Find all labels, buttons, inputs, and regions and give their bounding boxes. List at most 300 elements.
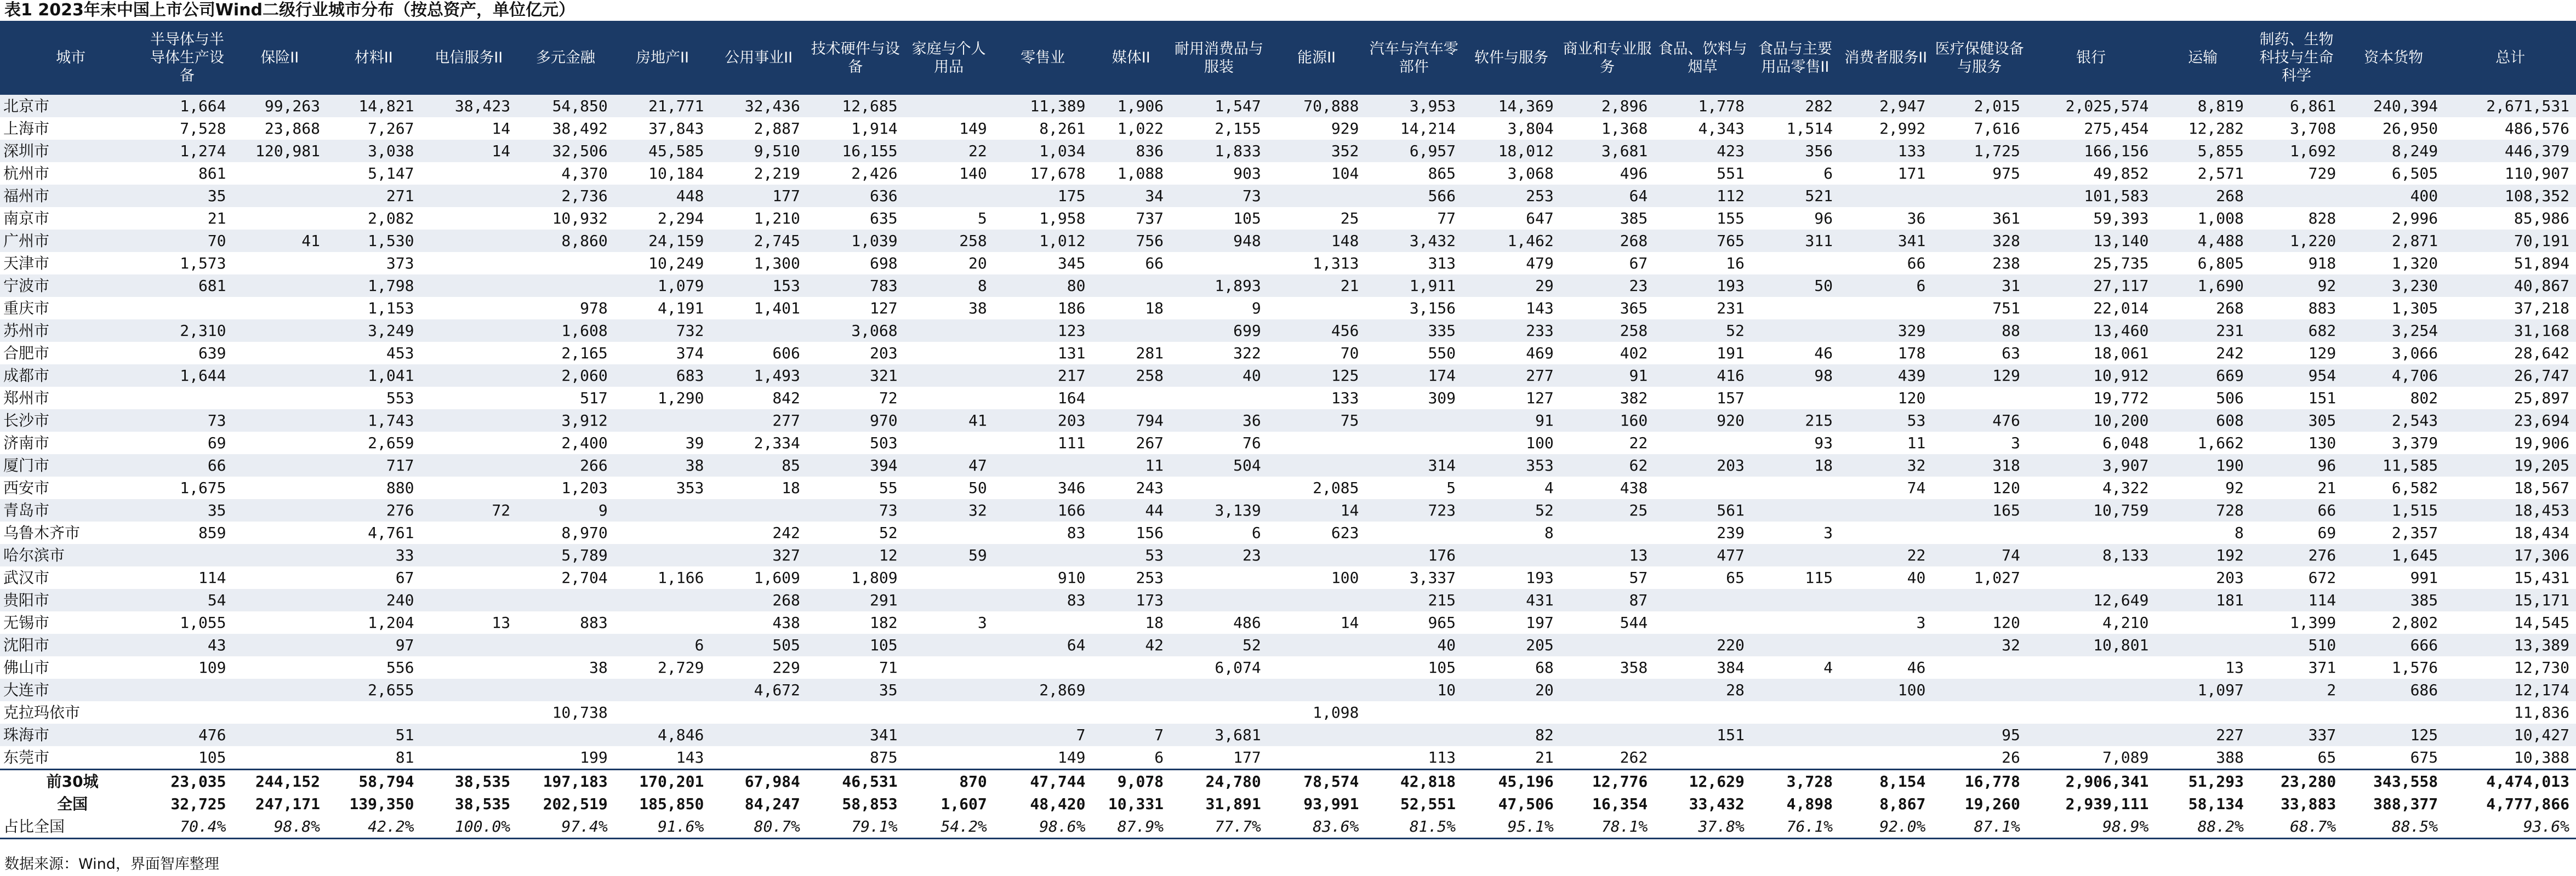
value-cell: 371 <box>2308 659 2336 677</box>
value-cell: 96 <box>1814 209 1833 227</box>
value-cell <box>233 342 327 364</box>
value-cell: 2,887 <box>754 119 800 138</box>
value-cell <box>327 701 420 724</box>
value-cell: 26,747 <box>2444 364 2576 387</box>
value-cell: 504 <box>1170 454 1268 477</box>
value-cell: 802 <box>2410 389 2438 407</box>
column-header: 多元金融 <box>517 21 614 95</box>
value-cell: 227 <box>2155 724 2250 746</box>
value-cell: 31,891 <box>1205 795 1261 813</box>
column-header: 银行 <box>2027 21 2155 95</box>
value-cell: 1,493 <box>710 364 807 387</box>
value-cell: 623 <box>1331 524 1359 542</box>
city-cell: 成都市 <box>0 364 141 387</box>
table-row <box>0 589 2576 611</box>
value-cell: 1,664 <box>141 95 232 117</box>
value-cell: 244,152 <box>233 770 327 793</box>
value-cell: 672 <box>2308 569 2336 587</box>
city-cell: 西安市 <box>3 479 50 497</box>
value-cell <box>1654 432 1751 454</box>
value-cell: 10,801 <box>2027 634 2155 656</box>
value-cell: 39 <box>685 434 704 452</box>
value-cell <box>710 319 807 342</box>
value-cell: 6 <box>1154 748 1164 766</box>
value-cell <box>1170 387 1268 409</box>
value-cell: 67 <box>1629 254 1648 272</box>
value-cell: 321 <box>807 364 904 387</box>
value-cell <box>904 656 994 679</box>
value-cell: 875 <box>869 748 898 766</box>
value-cell: 52,551 <box>1400 795 1456 813</box>
value-cell: 45,585 <box>614 140 711 162</box>
value-cell <box>1932 589 2027 611</box>
value-cell <box>1839 185 1932 207</box>
value-cell <box>1751 634 1839 656</box>
value-cell: 112 <box>1654 185 1751 207</box>
value-cell: 991 <box>2410 569 2438 587</box>
value-cell: 1,690 <box>2155 274 2250 297</box>
city-cell: 合肥市 <box>3 344 50 362</box>
value-cell: 18,012 <box>1462 140 1560 162</box>
value-cell: 2,802 <box>2391 614 2438 632</box>
value-cell: 18 <box>1145 614 1164 632</box>
column-header: 耐用消费品与服装 <box>1170 21 1268 95</box>
value-cell <box>1751 611 1839 634</box>
value-cell: 2,310 <box>141 319 232 342</box>
value-cell: 2,736 <box>517 185 614 207</box>
value-cell <box>710 746 807 770</box>
city-cell: 东莞市 <box>3 748 50 766</box>
value-cell: 22,014 <box>2093 299 2149 317</box>
value-cell: 10,912 <box>2027 364 2155 387</box>
value-cell: 133 <box>1331 389 1359 407</box>
table-row <box>0 746 2576 770</box>
value-cell: 505 <box>710 634 807 656</box>
value-cell <box>1462 701 1560 724</box>
value-cell: 6,805 <box>2197 254 2244 272</box>
value-cell <box>2343 701 2444 724</box>
value-cell: 50 <box>968 479 987 497</box>
value-cell: 40 <box>1170 364 1268 387</box>
value-cell: 100 <box>1526 434 1554 452</box>
city-cell: 厦门市 <box>0 454 141 477</box>
table-row <box>0 477 2576 499</box>
city-cell: 天津市 <box>3 254 50 272</box>
table-row <box>0 117 2576 140</box>
value-cell: 190 <box>2155 454 2250 477</box>
value-cell: 105 <box>1233 209 1261 227</box>
value-cell: 3 <box>977 614 987 632</box>
value-cell <box>1751 387 1839 409</box>
value-cell: 87 <box>1560 589 1654 611</box>
value-cell: 58,853 <box>842 795 898 813</box>
value-cell: 1,274 <box>141 140 232 162</box>
value-cell: 438 <box>1620 479 1648 497</box>
value-cell: 233 <box>1462 319 1560 342</box>
value-cell: 100 <box>1839 679 1932 701</box>
value-cell: 2,939,111 <box>2065 795 2149 813</box>
value-cell: 6,074 <box>1215 659 1261 677</box>
value-cell: 123 <box>994 319 1092 342</box>
value-cell: 105 <box>807 634 904 656</box>
value-cell: 1,607 <box>941 795 987 813</box>
value-cell: 636 <box>807 185 904 207</box>
value-cell: 954 <box>2250 364 2343 387</box>
table-row <box>0 342 2576 364</box>
value-cell: 1,893 <box>1170 274 1268 297</box>
value-cell: 88 <box>1932 319 2027 342</box>
value-cell: 92.0% <box>1839 815 1932 839</box>
value-cell: 353 <box>676 479 704 497</box>
table-row <box>0 230 2576 252</box>
value-cell: 14 <box>420 140 517 162</box>
value-cell <box>1839 701 1932 724</box>
value-cell: 4,846 <box>614 724 711 746</box>
value-cell: 1,462 <box>1462 230 1560 252</box>
value-cell: 202,519 <box>543 795 608 813</box>
city-cell: 宁波市 <box>0 274 141 297</box>
value-cell: 91 <box>1462 409 1560 432</box>
value-cell: 20 <box>1462 679 1560 701</box>
value-cell <box>904 634 994 656</box>
value-cell: 1,530 <box>327 230 420 252</box>
value-cell <box>710 499 807 522</box>
table-row <box>0 499 2576 522</box>
value-cell <box>994 701 1092 724</box>
value-cell: 220 <box>1654 634 1751 656</box>
value-cell: 14,369 <box>1462 95 1560 117</box>
value-cell: 197 <box>1526 614 1554 632</box>
value-cell: 1,098 <box>1313 703 1359 722</box>
value-cell: 4,474,013 <box>2444 770 2576 793</box>
value-cell: 1,547 <box>1170 95 1268 117</box>
column-header: 媒体II <box>1092 21 1171 95</box>
value-cell: 203 <box>869 344 898 362</box>
value-cell: 110,907 <box>2504 164 2569 182</box>
value-cell <box>1092 679 1171 701</box>
value-cell: 5,789 <box>517 544 614 566</box>
value-cell: 149 <box>1057 748 1086 766</box>
value-cell: 698 <box>869 254 898 272</box>
value-cell <box>420 342 517 364</box>
value-cell: 1,290 <box>658 389 704 407</box>
value-cell: 3,907 <box>2027 454 2155 477</box>
value-cell: 794 <box>1092 409 1171 432</box>
city-cell: 贵阳市 <box>0 589 141 611</box>
value-cell: 903 <box>1233 164 1261 182</box>
value-cell: 8,249 <box>2343 140 2444 162</box>
value-cell: 729 <box>2308 164 2336 182</box>
value-cell: 28,642 <box>2514 344 2569 362</box>
city-cell: 北京市 <box>0 95 141 117</box>
value-cell: 9,078 <box>1092 770 1171 793</box>
value-cell <box>420 566 517 589</box>
value-cell: 2,996 <box>2391 209 2438 227</box>
value-cell: 32,436 <box>710 95 807 117</box>
value-cell: 268 <box>2155 185 2250 207</box>
value-cell: 203 <box>2216 569 2244 587</box>
value-cell <box>1365 432 1462 454</box>
value-cell: 1,514 <box>1786 119 1833 138</box>
value-cell: 345 <box>1057 254 1086 272</box>
value-cell: 11,389 <box>994 95 1092 117</box>
value-cell: 258 <box>1092 364 1171 387</box>
value-cell: 193 <box>1526 569 1554 587</box>
value-cell <box>807 701 904 724</box>
value-cell: 125 <box>1268 364 1366 387</box>
value-cell: 52 <box>1654 319 1751 342</box>
value-cell: 176 <box>1365 544 1462 566</box>
value-cell: 81 <box>395 748 414 766</box>
table-row <box>0 724 2576 746</box>
value-cell <box>1751 499 1839 522</box>
value-cell <box>233 477 327 499</box>
column-header: 保险II <box>233 21 327 95</box>
value-cell: 12,282 <box>2188 119 2244 138</box>
value-cell: 2,334 <box>754 434 800 452</box>
value-cell: 115 <box>1805 569 1833 587</box>
value-cell: 439 <box>1839 364 1932 387</box>
value-cell: 76 <box>1242 434 1261 452</box>
value-cell: 469 <box>1526 344 1554 362</box>
value-cell: 26 <box>2002 748 2020 766</box>
value-cell: 40 <box>1907 569 1926 587</box>
value-cell: 2,571 <box>2197 164 2244 182</box>
value-cell: 40,867 <box>2444 274 2576 297</box>
value-cell <box>141 544 232 566</box>
value-cell: 865 <box>1428 164 1456 182</box>
value-cell <box>1839 522 1932 544</box>
value-cell <box>517 274 614 297</box>
value-cell: 164 <box>1057 389 1086 407</box>
value-cell: 9 <box>1251 299 1261 317</box>
value-cell: 32,506 <box>517 140 614 162</box>
value-cell: 10,200 <box>2027 409 2155 432</box>
value-cell <box>904 432 994 454</box>
value-cell: 3,912 <box>517 409 614 432</box>
value-cell: 38 <box>968 299 987 317</box>
value-cell <box>904 95 994 117</box>
value-cell: 1,203 <box>561 479 608 497</box>
city-cell: 重庆市 <box>3 299 50 317</box>
value-cell: 948 <box>1170 230 1268 252</box>
value-cell <box>1365 409 1462 432</box>
value-cell: 266 <box>517 454 614 477</box>
value-cell: 231 <box>2155 319 2250 342</box>
value-cell: 98 <box>1751 364 1839 387</box>
value-cell: 18 <box>1751 454 1839 477</box>
value-cell: 1,401 <box>754 299 800 317</box>
value-cell: 31 <box>1932 274 2027 297</box>
value-cell: 1,039 <box>807 230 904 252</box>
value-cell: 365 <box>1620 299 1648 317</box>
value-cell: 2,082 <box>368 209 414 227</box>
value-cell: 486,576 <box>2504 119 2569 138</box>
value-cell: 120 <box>1992 614 2020 632</box>
value-cell: 13 <box>492 614 511 632</box>
value-cell: 47 <box>904 454 994 477</box>
value-cell <box>1092 319 1171 342</box>
table-row <box>0 679 2576 701</box>
value-cell: 277 <box>1462 364 1560 387</box>
value-cell: 11,585 <box>2343 454 2444 477</box>
value-cell: 8,970 <box>561 524 608 542</box>
value-cell: 58,794 <box>327 770 420 793</box>
value-cell: 635 <box>869 209 898 227</box>
column-header: 电信服务II <box>420 21 517 95</box>
value-cell <box>233 409 327 432</box>
value-cell: 33 <box>327 544 420 566</box>
value-cell: 329 <box>1839 319 1932 342</box>
value-cell: 311 <box>1751 230 1839 252</box>
value-cell <box>420 701 517 724</box>
value-cell: 47,506 <box>1498 795 1554 813</box>
value-cell: 4 <box>1544 479 1554 497</box>
value-cell: 1,609 <box>754 569 800 587</box>
value-cell <box>2027 679 2155 701</box>
value-cell: 6 <box>1839 274 1932 297</box>
table-body <box>0 95 2576 839</box>
value-cell: 203 <box>1654 454 1751 477</box>
value-cell: 2,704 <box>561 569 608 587</box>
value-cell: 24,780 <box>1170 770 1268 793</box>
value-cell: 275,454 <box>2084 119 2149 138</box>
value-cell <box>1170 252 1268 274</box>
value-cell <box>904 342 994 364</box>
value-cell: 68.7% <box>2250 815 2343 839</box>
value-cell <box>1268 634 1366 656</box>
value-cell <box>420 656 517 679</box>
value-cell <box>904 589 994 611</box>
value-cell: 72 <box>879 389 898 407</box>
value-cell: 4,343 <box>1698 119 1745 138</box>
value-cell <box>1560 522 1654 544</box>
value-cell <box>1092 701 1171 724</box>
value-cell: 253 <box>1462 185 1560 207</box>
value-cell: 166 <box>994 499 1092 522</box>
value-cell: 402 <box>1620 344 1648 362</box>
value-cell <box>420 274 517 297</box>
value-cell: 20 <box>968 254 987 272</box>
value-cell: 92 <box>2250 274 2343 297</box>
value-cell: 25 <box>1340 209 1359 227</box>
value-cell: 155 <box>1717 209 1745 227</box>
value-cell: 341 <box>807 724 904 746</box>
value-cell: 723 <box>1365 499 1462 522</box>
value-cell: 125 <box>2343 724 2444 746</box>
value-cell: 18,567 <box>2514 479 2569 497</box>
value-cell: 67,984 <box>710 770 807 793</box>
value-cell: 1,515 <box>2343 499 2444 522</box>
value-cell: 85,986 <box>2514 209 2569 227</box>
value-cell: 1,662 <box>2197 434 2244 452</box>
table-row <box>0 387 2576 409</box>
value-cell: 268 <box>710 589 807 611</box>
value-cell: 262 <box>1620 748 1648 766</box>
value-cell: 171 <box>1897 164 1926 182</box>
value-cell: 12,174 <box>2444 679 2576 701</box>
share-row <box>0 815 2576 839</box>
value-cell: 561 <box>1654 499 1751 522</box>
value-cell: 69 <box>2317 524 2336 542</box>
value-cell: 129 <box>2308 344 2336 362</box>
value-cell: 38,535 <box>420 770 517 793</box>
value-cell: 1,644 <box>141 364 232 387</box>
value-cell: 47,744 <box>994 770 1092 793</box>
value-cell: 231 <box>1717 299 1745 317</box>
value-cell: 38,492 <box>552 119 608 138</box>
value-cell: 58,134 <box>2188 795 2244 813</box>
value-cell: 238 <box>1992 254 2020 272</box>
value-cell: 918 <box>2308 254 2336 272</box>
value-cell <box>517 724 614 746</box>
value-cell: 174 <box>1365 364 1462 387</box>
value-cell <box>141 387 232 409</box>
value-cell: 268 <box>2216 299 2244 317</box>
column-header: 运输 <box>2155 21 2250 95</box>
value-cell: 2,869 <box>994 679 1092 701</box>
value-cell: 3,337 <box>1409 569 1456 587</box>
value-cell: 22 <box>1839 544 1932 566</box>
value-cell <box>904 746 994 770</box>
value-cell: 57 <box>1629 569 1648 587</box>
table-row <box>0 162 2576 185</box>
table-row <box>0 297 2576 319</box>
value-cell: 59 <box>904 544 994 566</box>
value-cell: 22 <box>904 140 994 162</box>
value-cell <box>420 679 517 701</box>
value-cell: 129 <box>1932 364 2027 387</box>
value-cell: 95 <box>1932 724 2027 746</box>
value-cell: 910 <box>1057 569 1086 587</box>
value-cell <box>2155 701 2250 724</box>
value-cell: 28 <box>1654 679 1751 701</box>
value-cell <box>1268 297 1366 319</box>
value-cell <box>517 589 614 611</box>
value-cell: 4,898 <box>1786 795 1833 813</box>
city-cell: 佛山市 <box>3 659 50 677</box>
value-cell: 553 <box>386 389 414 407</box>
value-cell: 21,771 <box>614 95 711 117</box>
value-cell: 756 <box>1092 230 1171 252</box>
value-cell <box>233 589 327 611</box>
value-cell: 3,379 <box>2391 434 2438 452</box>
value-cell: 446,379 <box>2444 140 2576 162</box>
value-cell: 258 <box>1560 319 1654 342</box>
value-cell: 98.8% <box>233 815 327 839</box>
value-cell <box>141 297 232 319</box>
value-cell: 3 <box>2011 434 2020 452</box>
value-cell: 229 <box>772 659 800 677</box>
value-cell: 510 <box>2250 634 2343 656</box>
value-cell <box>517 679 614 701</box>
value-cell: 38,535 <box>454 795 511 813</box>
table-row <box>0 140 2576 162</box>
value-cell: 105 <box>1428 659 1456 677</box>
value-cell: 276 <box>327 499 420 522</box>
value-cell: 1,675 <box>180 479 226 497</box>
value-cell: 3,953 <box>1365 95 1462 117</box>
value-cell <box>1560 634 1654 656</box>
value-cell: 66 <box>2250 499 2343 522</box>
value-cell <box>420 589 517 611</box>
value-cell: 67 <box>395 569 414 587</box>
value-cell <box>1654 611 1751 634</box>
value-cell: 181 <box>2155 589 2250 611</box>
value-cell: 24,159 <box>614 230 711 252</box>
city-cell: 郑州市 <box>3 389 50 407</box>
value-cell: 12,730 <box>2514 659 2569 677</box>
